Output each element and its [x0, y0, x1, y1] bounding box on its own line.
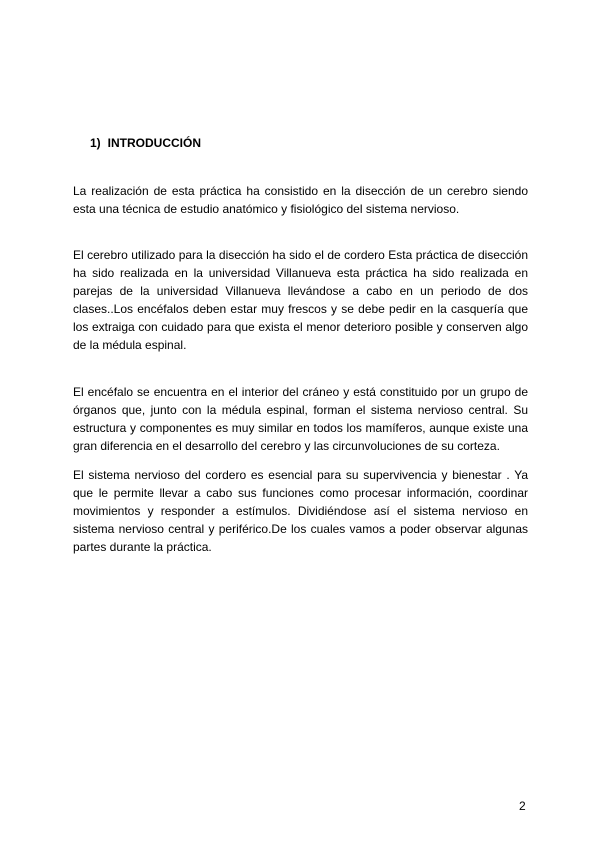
section-heading [90, 136, 201, 150]
page-number: 2 [519, 799, 526, 813]
paragraph-nervous-system: El sistema nervioso del cordero es esencial para su supervivencia y bienestar . Ya que le permite llevar a cabo sus funciones como procesar información, coordinar movimientos y responder a estímulos. Dividiéndose así el sistema nervioso en sistema nervioso central y periférico.De los cuales vamos a poder observar algunas partes durante la práctica. [73, 468, 528, 554]
paragraph-dissection: El cerebro utilizado para la disección ha sido el de cordero Esta práctica de disección ha sido realizada en la universidad Villanueva esta práctica ha sido realizada en parejas de la universidad Villanueva llevándose a cabo en un periodo de dos clases..Los encéfalos deben estar muy frescos y se debe pedir en la casquería que los extraiga con cuidado para que exista el menor deterioro posible y conserven algo de la médula espinal. [73, 248, 528, 352]
section-number: 1) [90, 136, 101, 150]
paragraph-intro: La realización de esta práctica ha consistido en la disección de un cerebro siendo esta una técnica de estudio anatómico y fisiológico del sistema nervioso. [73, 184, 528, 216]
paragraph-encephalon: El encéfalo se encuentra en el interior del cráneo y está constituido por un grupo de órganos que, junto con la médula espinal, forman el sistema nervioso central. Su estructura y componentes es muy similar en todos los mamíferos, aunque existe una gran diferencia en el desarrollo del cerebro y las circunvoluciones de su corteza. [73, 385, 528, 453]
section-title: INTRODUCCIÓN [107, 136, 201, 150]
